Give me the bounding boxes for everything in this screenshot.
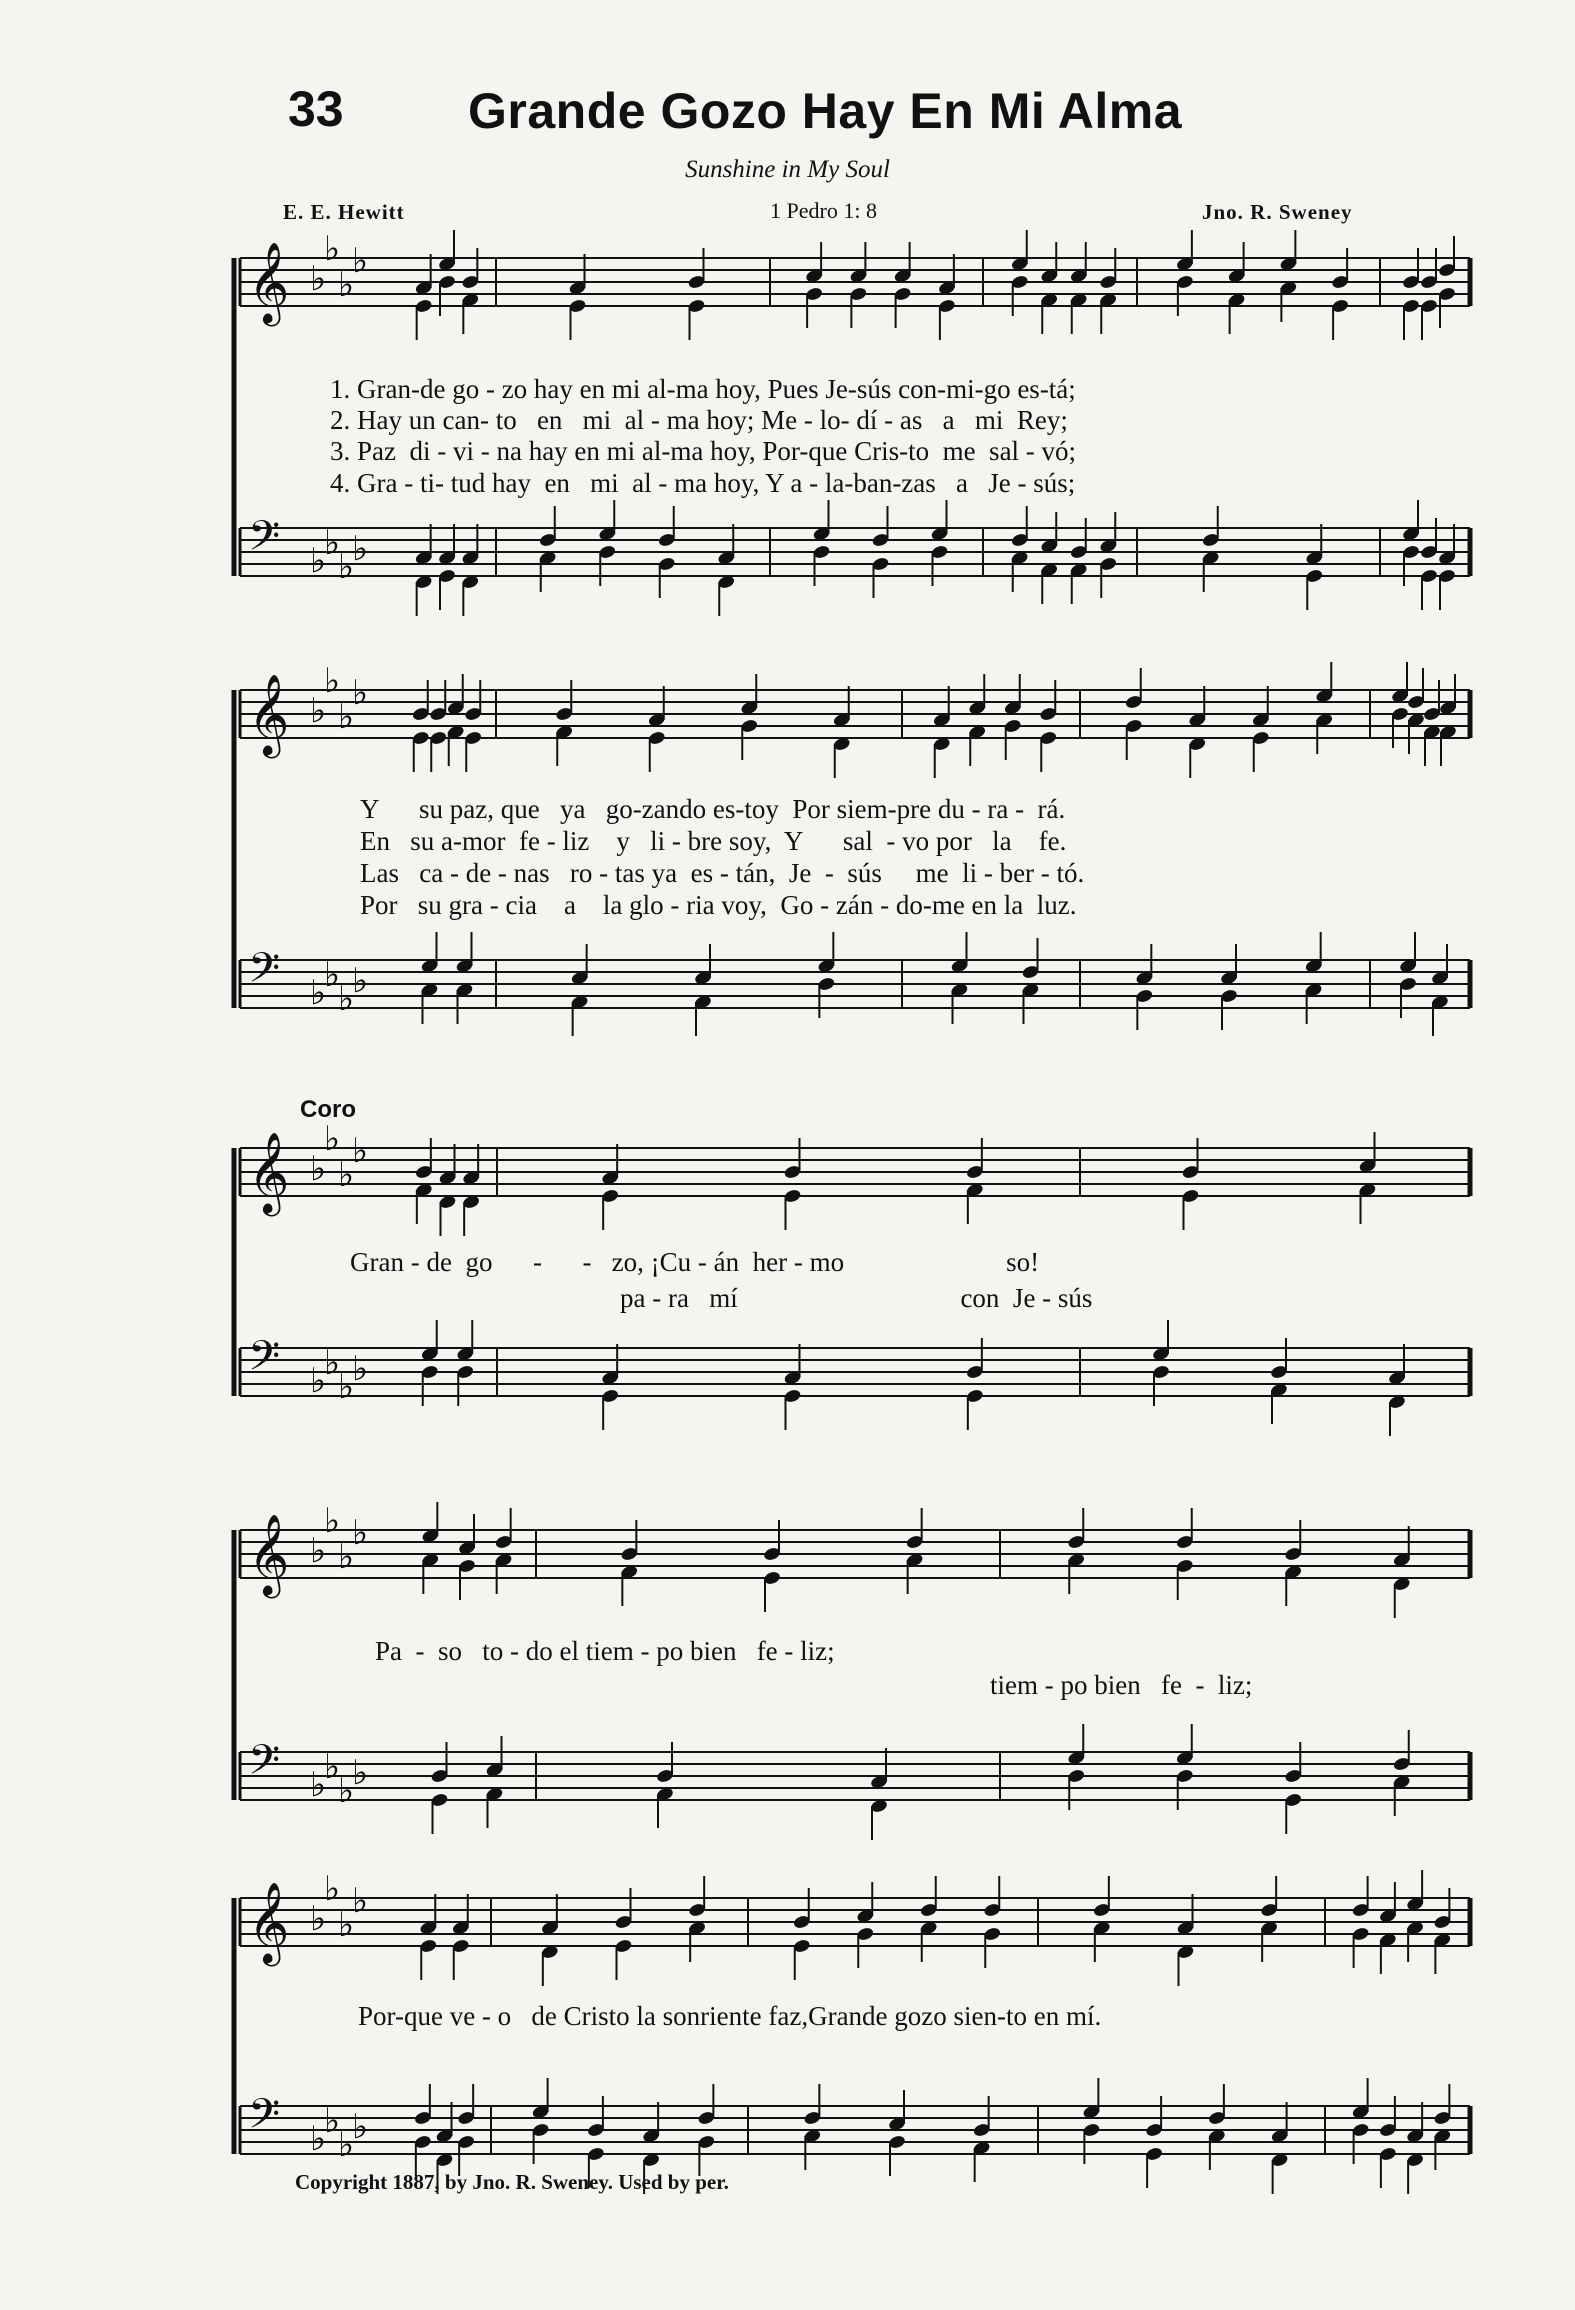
- chorus-line-1-echo: pa - ra mí con Je - sús: [620, 1283, 1093, 1313]
- flat-icon: ♭: [324, 2101, 341, 2141]
- flat-icon: ♭: [352, 1513, 369, 1553]
- copyright-notice: Copyright 1887, by Jno. R. Sweney. Used by per.: [295, 2170, 729, 2194]
- flat-icon: ♭: [352, 1881, 369, 1921]
- flat-icon: ♭: [338, 1771, 355, 1811]
- flat-icon: ♭: [352, 961, 369, 1001]
- flat-icon: ♭: [338, 2125, 355, 2165]
- verse-3-line-1: 3. Paz di - vi - na hay en mi al-ma hoy, Por-que Cris-to me sal - vó;: [330, 436, 1077, 466]
- flat-icon: ♭: [310, 1899, 327, 1939]
- flat-icon: ♭: [310, 1149, 327, 1189]
- composer-credit: Jno. R. Sweney: [1202, 200, 1353, 224]
- flat-icon: ♭: [310, 973, 327, 1013]
- flat-icon: ♭: [310, 691, 327, 731]
- flat-icon: ♭: [324, 1501, 341, 1541]
- lyricist-credit: E. E. Hewitt: [283, 200, 405, 224]
- flat-icon: ♭: [338, 547, 355, 587]
- verse-2-line-2: En su a-mor fe - liz y li - bre soy, Y sal - vo por la fe.: [360, 826, 1067, 856]
- treble-clef-icon: 𝄞: [248, 673, 290, 755]
- flat-icon: ♭: [338, 979, 355, 1019]
- flat-icon: ♭: [338, 1537, 355, 1577]
- treble-clef-icon: 𝄞: [248, 241, 290, 323]
- flat-icon: ♭: [324, 955, 341, 995]
- flat-icon: ♭: [352, 673, 369, 713]
- chorus-line-3: Por-que ve - o de Cristo la sonriente faz,Grande gozo sien-to en mí.: [358, 2001, 1102, 2031]
- verse-4-line-2: Por su gra - cia a la glo - ria voy, Go - zán - do-me en la luz.: [360, 890, 1077, 920]
- scripture-reference: 1 Pedro 1: 8: [770, 198, 877, 223]
- flat-icon: ♭: [338, 265, 355, 305]
- hymn-subtitle: Sunshine in My Soul: [685, 156, 890, 183]
- chorus-line-1: Gran - de go - - zo, ¡Cu - án her - mo so!: [350, 1247, 1040, 1277]
- treble-clef-icon: 𝄞: [248, 1513, 290, 1595]
- flat-icon: ♭: [352, 1131, 369, 1171]
- bass-clef-icon: 𝄢: [248, 944, 281, 1002]
- flat-icon: ♭: [310, 1765, 327, 1805]
- chorus-line-2: Pa - so to - do el tiem - po bien fe - liz;: [375, 1636, 835, 1666]
- flat-icon: ♭: [324, 1119, 341, 1159]
- flat-icon: ♭: [324, 523, 341, 563]
- flat-icon: ♭: [324, 661, 341, 701]
- flat-icon: ♭: [310, 1361, 327, 1401]
- flat-icon: ♭: [338, 697, 355, 737]
- flat-icon: ♭: [352, 1753, 369, 1793]
- flat-icon: ♭: [338, 1367, 355, 1407]
- flat-icon: ♭: [324, 1343, 341, 1383]
- flat-icon: ♭: [324, 1747, 341, 1787]
- bass-clef-icon: 𝄢: [248, 512, 281, 570]
- flat-icon: ♭: [352, 2107, 369, 2147]
- treble-clef-icon: 𝄞: [248, 1131, 290, 1213]
- verse-1-line-2: Y su paz, que ya go-zando es-toy Por siem-pre du - ra - rá.: [360, 794, 1066, 824]
- flat-icon: ♭: [310, 2119, 327, 2159]
- hymn-title: Grande Gozo Hay En Mi Alma: [468, 83, 1183, 139]
- flat-icon: ♭: [352, 1349, 369, 1389]
- flat-icon: ♭: [324, 1869, 341, 1909]
- treble-clef-icon: 𝄞: [248, 1881, 290, 1963]
- flat-icon: ♭: [310, 259, 327, 299]
- verse-3-line-2: Las ca - de - nas ro - tas ya es - tán, Je - sús me li - ber - tó.: [360, 858, 1085, 888]
- chorus-line-2-echo: tiem - po bien fe - liz;: [990, 1670, 1253, 1700]
- flat-icon: ♭: [324, 229, 341, 269]
- bass-clef-icon: 𝄢: [248, 1736, 281, 1794]
- flat-icon: ♭: [352, 529, 369, 569]
- flat-icon: ♭: [352, 241, 369, 281]
- hymn-number: 33: [288, 81, 344, 137]
- verse-4-line-1: 4. Gra - ti- tud hay en mi al - ma hoy, Y a - la-ban-zas a Je - sús;: [330, 468, 1076, 498]
- flat-icon: ♭: [310, 1531, 327, 1571]
- verse-2-line-1: 2. Hay un can- to en mi al - ma hoy; Me - lo- dí - as a mi Rey;: [330, 405, 1068, 435]
- chorus-label: Coro: [300, 1096, 356, 1123]
- flat-icon: ♭: [310, 541, 327, 581]
- bass-clef-icon: 𝄢: [248, 2090, 281, 2148]
- flat-icon: ♭: [338, 1155, 355, 1195]
- flat-icon: ♭: [338, 1905, 355, 1945]
- verse-1-line-1: 1. Gran-de go - zo hay en mi al-ma hoy, Pues Je-sús con-mi-go es-tá;: [330, 374, 1076, 404]
- bass-clef-icon: 𝄢: [248, 1332, 281, 1390]
